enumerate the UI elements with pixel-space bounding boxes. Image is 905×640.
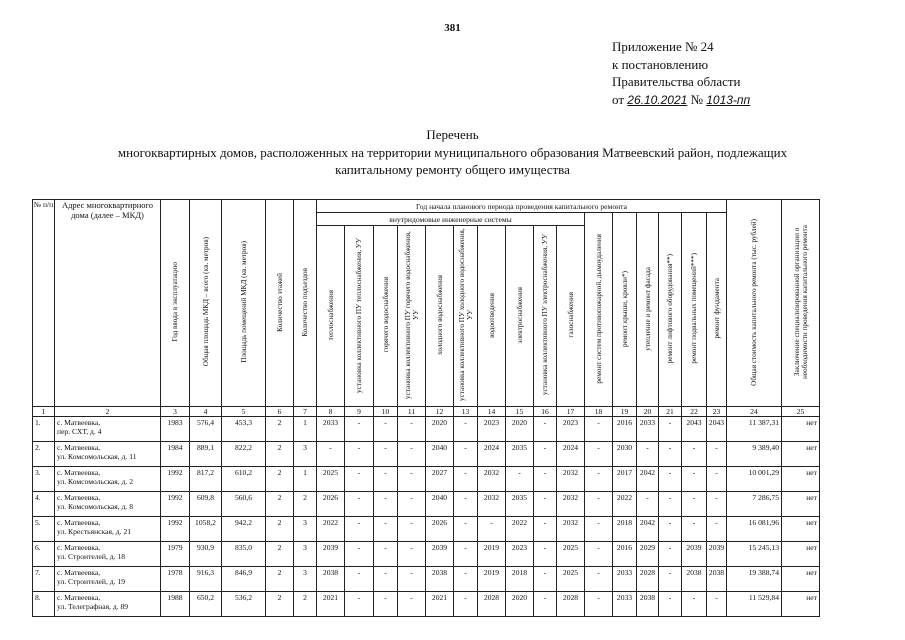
cell-c19: 2033 [613,567,637,592]
cell-c12: 2038 [426,567,454,592]
cell-year: 1992 [161,467,190,492]
buildings-table [32,199,820,617]
cell-premises: 846,9 [222,567,266,592]
header-entrances: Количество подъездов [294,200,317,407]
table-row [33,592,820,617]
cell-c22: 2043 [682,417,707,442]
cell-c23: 2039 [707,542,727,567]
cell-c8: 2022 [317,517,345,542]
cell-c21: - [659,542,682,567]
address-line1: с. Матвеевка, [57,443,101,452]
from-label: от [612,91,625,107]
header-electricity: электроснабжения [506,226,534,407]
cell-c16: - [534,492,557,517]
cell-c18: - [585,517,613,542]
column-number: 16 [534,407,557,417]
column-number: 13 [454,407,478,417]
column-number: 7 [294,407,317,417]
cell-c8: 2038 [317,567,345,592]
address-cell [55,567,161,592]
table-row [33,567,820,592]
title-line3: капитальному ремонту общего имущества [335,162,570,177]
cell-c14: 2032 [478,492,506,517]
cell-premises: 942,2 [222,517,266,542]
cell-c23: - [707,517,727,542]
address-line1: с. Матвеевка, [57,543,101,552]
page-number: 381 [444,22,461,34]
cell-c19: 2022 [613,492,637,517]
cell-no: 4. [33,492,55,517]
cell-c9: - [345,567,374,592]
cell-c8: 2033 [317,417,345,442]
cell-c9: - [345,592,374,617]
cell-floors: 2 [266,492,294,517]
cell-c10: - [374,567,398,592]
column-number: 8 [317,407,345,417]
cell-entr: 1 [294,417,317,442]
cell-area: 916,3 [190,567,222,592]
cell-c18: - [585,417,613,442]
cell-c16: - [534,542,557,567]
cell-c13: - [454,467,478,492]
cell-c14: 2024 [478,442,506,467]
cell-area: 576,4 [190,417,222,442]
cell-c20: 2029 [637,542,659,567]
cell-entr: 3 [294,542,317,567]
header-fire-smoke: ремонт систем противопожарной, дымоудаления [585,213,613,407]
cell-c23: - [707,492,727,517]
table-row [33,417,820,442]
header-total-area: Общая площадь МКД – всего (кв. метров) [190,200,222,407]
cell-c16: - [534,567,557,592]
title-line2: многоквартирных домов, расположенных на территории муниципального образования Матвеевский район, подлежащих [117,144,788,160]
cell-cost: 15 245,13 [727,542,782,567]
cell-entr: 3 [294,517,317,542]
header-hot-water-meter: установка коллективного ПУ горячего водоснабжения, УУ [398,226,426,407]
cell-floors: 2 [266,442,294,467]
cell-c20: 2042 [637,467,659,492]
cell-floors: 2 [266,467,294,492]
header-heat-meter: установка коллективного ПУ теплоснабжения, УУ [345,226,374,407]
cell-c10: - [374,492,398,517]
cell-cost: 10 001,29 [727,467,782,492]
cell-concl: нет [782,467,820,492]
header-foundation: ремонт фундамента [707,213,727,407]
address-line1: с. Матвеевка, [57,593,101,602]
cell-no: 6. [33,542,55,567]
cell-c15: 2020 [506,417,534,442]
cell-c9: - [345,542,374,567]
cell-c20: 2038 [637,592,659,617]
cell-c17: 2025 [557,542,585,567]
column-number: 24 [727,407,782,417]
cell-c19: 2016 [613,417,637,442]
column-number: 19 [613,407,637,417]
cell-cost: 11 387,31 [727,417,782,442]
cell-c8: - [317,442,345,467]
cell-year: 1979 [161,542,190,567]
cell-c16: - [534,517,557,542]
cell-c10: - [374,592,398,617]
cell-year: 1978 [161,567,190,592]
cell-c10: - [374,417,398,442]
cell-c15: 2022 [506,517,534,542]
cell-entr: 3 [294,567,317,592]
cell-c10: - [374,442,398,467]
cell-c12: 2040 [426,442,454,467]
header-total-cost: Общая стоимость капитального ремонта (тыс. рублей) [727,200,782,407]
column-number: 2 [55,407,161,417]
cell-c18: - [585,492,613,517]
decree-number: 1013-пп [706,92,751,107]
header-drainage: водоотведения [478,226,506,407]
cell-c20: 2042 [637,517,659,542]
table-row [33,517,820,542]
cell-year: 1984 [161,442,190,467]
cell-c8: 2026 [317,492,345,517]
column-number: 21 [659,407,682,417]
cell-c21: - [659,467,682,492]
cell-c20: - [637,492,659,517]
address-line1: с. Матвеевка, [57,568,101,577]
cell-c20: - [637,442,659,467]
cell-concl: нет [782,517,820,542]
address-line2: ул. Комсомольская, д. 11 [57,452,137,461]
header-basement: ремонт подвальных помещений***) [682,213,707,407]
cell-c19: 2016 [613,542,637,567]
title-line1: Перечень [426,127,479,142]
cell-c15: 2020 [506,592,534,617]
cell-cost: 19 388,74 [727,567,782,592]
cell-area: 930,9 [190,542,222,567]
cell-c17: 2032 [557,492,585,517]
cell-c14: 2023 [478,417,506,442]
cell-concl: нет [782,592,820,617]
document-title [0,126,905,179]
cell-c19: 2033 [613,592,637,617]
cell-year: 1992 [161,492,190,517]
cell-c11: - [398,442,426,467]
column-number: 3 [161,407,190,417]
column-number: 12 [426,407,454,417]
cell-c16: - [534,467,557,492]
cell-c12: 2026 [426,517,454,542]
decree-date: 26.10.2021 [627,92,688,107]
cell-c20: 2028 [637,567,659,592]
cell-c9: - [345,492,374,517]
appendix-line1: Приложение № 24 [612,39,714,54]
cell-concl: нет [782,567,820,592]
cell-entr: 1 [294,467,317,492]
cell-c13: - [454,417,478,442]
cell-c12: 2020 [426,417,454,442]
address-cell [55,417,161,442]
cell-c19: 2030 [613,442,637,467]
cell-c21: - [659,492,682,517]
cell-c21: - [659,442,682,467]
header-facade: утепление и ремонт фасада [637,213,659,407]
cell-floors: 2 [266,592,294,617]
column-number: 17 [557,407,585,417]
appendix-block [612,38,750,109]
cell-no: 1. [33,417,55,442]
address-cell [55,442,161,467]
cell-c18: - [585,592,613,617]
cell-c16: - [534,417,557,442]
cell-c22: - [682,467,707,492]
cell-no: 3. [33,467,55,492]
cell-c22: - [682,492,707,517]
table-body [33,417,820,617]
header-gas: газоснабжения [557,226,585,407]
cell-c17: 2032 [557,517,585,542]
cell-c12: 2021 [426,592,454,617]
cell-c17: 2028 [557,592,585,617]
column-number: 18 [585,407,613,417]
header-no: № п/п [33,200,55,407]
cell-year: 1992 [161,517,190,542]
header-hot-water: горячего водоснабжения [374,226,398,407]
cell-c16: - [534,442,557,467]
cell-premises: 610,2 [222,467,266,492]
address-line2: пер. СХТ, д. 4 [57,427,102,436]
cell-cost: 7 286,75 [727,492,782,517]
cell-c22: 2039 [682,542,707,567]
cell-c9: - [345,517,374,542]
cell-c11: - [398,492,426,517]
cell-c21: - [659,417,682,442]
column-number: 9 [345,407,374,417]
header-electricity-meter: установка коллективного ПУ электроснабжения, УУ [534,226,557,407]
cell-premises: 453,3 [222,417,266,442]
cell-cost: 11 529,84 [727,592,782,617]
cell-concl: нет [782,417,820,442]
cell-c18: - [585,542,613,567]
cell-c14: 2032 [478,467,506,492]
cell-c14: - [478,517,506,542]
column-number: 20 [637,407,659,417]
cell-c13: - [454,442,478,467]
cell-c17: 2032 [557,467,585,492]
column-number: 11 [398,407,426,417]
column-number: 10 [374,407,398,417]
cell-c22: - [682,517,707,542]
cell-cost: 9 389,40 [727,442,782,467]
cell-area: 817,2 [190,467,222,492]
header-year: Год ввода в эксплуатацию [161,200,190,407]
cell-c22: - [682,592,707,617]
cell-entr: 2 [294,592,317,617]
cell-c17: 2024 [557,442,585,467]
cell-c20: 2033 [637,417,659,442]
cell-concl: нет [782,542,820,567]
cell-area: 1058,2 [190,517,222,542]
cell-c22: - [682,442,707,467]
cell-no: 2. [33,442,55,467]
column-number: 1 [33,407,55,417]
appendix-date-line [612,91,750,110]
cell-c18: - [585,467,613,492]
address-cell [55,517,161,542]
header-heat: теплоснабжения [317,226,345,407]
cell-c23: - [707,467,727,492]
cell-c15: 2023 [506,542,534,567]
cell-c19: 2018 [613,517,637,542]
cell-c8: 2025 [317,467,345,492]
cell-c13: - [454,592,478,617]
cell-c21: - [659,567,682,592]
address-line2: ул. Комсомольская, д. 8 [57,502,134,511]
cell-floors: 2 [266,542,294,567]
column-number: 15 [506,407,534,417]
cell-c14: 2019 [478,542,506,567]
cell-c18: - [585,442,613,467]
cell-floors: 2 [266,417,294,442]
cell-premises: 560,6 [222,492,266,517]
appendix-line2: к постановлению [612,56,709,72]
cell-concl: нет [782,442,820,467]
cell-c23: - [707,592,727,617]
cell-c23: - [707,442,727,467]
cell-year: 1983 [161,417,190,442]
cell-premises: 536,2 [222,592,266,617]
cell-year: 1988 [161,592,190,617]
cell-c12: 2040 [426,492,454,517]
table-row [33,492,820,517]
cell-c21: - [659,517,682,542]
address-line2: ул. Крестьянская, д. 21 [57,527,132,536]
cell-area: 889,1 [190,442,222,467]
cell-c11: - [398,517,426,542]
header-premises-area: Площадь помещений МКД (кв. метров) [222,200,266,407]
column-number: 14 [478,407,506,417]
cell-c15: 2018 [506,567,534,592]
cell-c13: - [454,517,478,542]
address-cell [55,542,161,567]
cell-concl: нет [782,492,820,517]
table-row [33,542,820,567]
cell-c9: - [345,417,374,442]
cell-premises: 835,0 [222,542,266,567]
cell-c21: - [659,592,682,617]
cell-c15: 2035 [506,492,534,517]
cell-c10: - [374,542,398,567]
column-number: 22 [682,407,707,417]
cell-c11: - [398,417,426,442]
cell-c17: 2023 [557,417,585,442]
header-roof: ремонт крыши, кровли*) [613,213,637,407]
cell-floors: 2 [266,567,294,592]
cell-floors: 2 [266,517,294,542]
address-line2: ул. Строителей, д. 19 [57,577,126,586]
cell-c16: - [534,592,557,617]
cell-c15: 2035 [506,442,534,467]
address-line2: ул. Комсомольская, д. 2 [57,477,134,486]
cell-c13: - [454,567,478,592]
table-row [33,467,820,492]
header-cold-water: холодного водоснабжения [426,226,454,407]
cell-c9: - [345,467,374,492]
column-number: 5 [222,407,266,417]
header-elevator: ремонт лифтового оборудования**) [659,213,682,407]
cell-c11: - [398,467,426,492]
cell-c10: - [374,517,398,542]
cell-no: 5. [33,517,55,542]
header-plan-group: Год начала планового периода проведения капитального ремонта [317,200,727,213]
cell-c18: - [585,567,613,592]
address-line1: с. Матвеевка, [57,468,101,477]
appendix-line3: Правительства области [612,74,741,89]
cell-c11: - [398,542,426,567]
number-label: № [690,91,703,107]
table-row [33,442,820,467]
address-line1: с. Матвеевка, [57,493,101,502]
cell-c14: 2028 [478,592,506,617]
cell-area: 650,2 [190,592,222,617]
column-number: 25 [782,407,820,417]
address-cell [55,492,161,517]
cell-entr: 3 [294,442,317,467]
header-cold-water-meter: установка коллективного ПУ холодного водоснабжения, УУ [454,226,478,407]
cell-c19: 2017 [613,467,637,492]
cell-c13: - [454,542,478,567]
cell-c22: 2038 [682,567,707,592]
cell-cost: 16 081,96 [727,517,782,542]
header-address: Адрес многоквартирного дома (далее – МКД) [55,200,161,407]
address-cell [55,592,161,617]
cell-c15: - [506,467,534,492]
address-line1: с. Матвеевка, [57,518,101,527]
cell-area: 609,8 [190,492,222,517]
cell-entr: 2 [294,492,317,517]
cell-c14: 2019 [478,567,506,592]
header-conclusion: Заключение специализированной организации о необходимости проведения капитального ремонта [782,200,820,407]
header-engineering-group: внутридомовые инженерные системы [317,213,585,226]
cell-c23: 2043 [707,417,727,442]
cell-c9: - [345,442,374,467]
address-line2: ул. Телеграфная, д. 89 [57,602,129,611]
cell-c23: 2038 [707,567,727,592]
address-line1: с. Матвеевка, [57,418,101,427]
cell-premises: 822,2 [222,442,266,467]
cell-c13: - [454,492,478,517]
column-number: 23 [707,407,727,417]
header-floors: Количество этажей [266,200,294,407]
address-line2: ул. Строителей, д. 18 [57,552,126,561]
cell-no: 8. [33,592,55,617]
cell-c12: 2039 [426,542,454,567]
address-cell [55,467,161,492]
cell-c8: 2039 [317,542,345,567]
column-number: 6 [266,407,294,417]
column-number: 4 [190,407,222,417]
cell-no: 7. [33,567,55,592]
cell-c10: - [374,467,398,492]
cell-c17: 2025 [557,567,585,592]
cell-c11: - [398,592,426,617]
column-number-row [33,407,820,417]
cell-c12: 2027 [426,467,454,492]
cell-c8: 2021 [317,592,345,617]
cell-c11: - [398,567,426,592]
